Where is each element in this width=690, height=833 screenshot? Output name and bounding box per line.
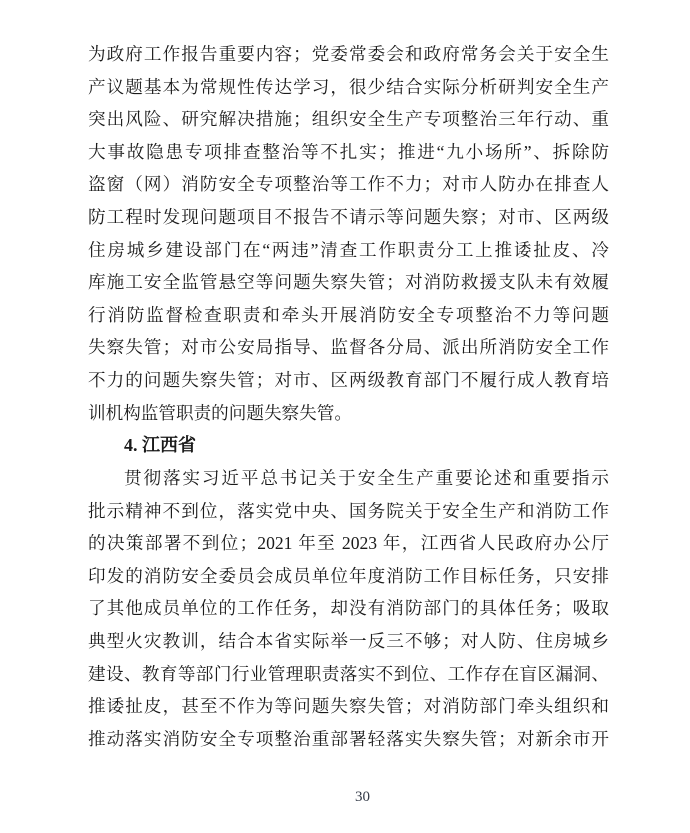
text-line: 批示精神不到位，落实党中央、国务院关于安全生产和消防工作	[88, 500, 609, 521]
text-line: 推动落实消防安全专项整治重部署轻落实失察失管；对新余市开	[88, 728, 609, 749]
text-line: 盗窗（网）消防安全专项整治等工作不力；对市人防办在排查人	[88, 174, 609, 195]
text-line: 的决策部署不到位；2021 年至 2023 年，江西省人民政府办公厅	[88, 533, 609, 554]
text-line: 建设、教育等部门行业管理职责落实不到位、工作存在盲区漏洞、	[88, 663, 609, 684]
text-line: 库施工安全监管悬空等问题失察失管；对消防救援支队未有效履	[88, 272, 609, 293]
text-line: 住房城乡建设部门在“两违”清查工作职责分工上推诿扯皮、冷	[88, 239, 609, 260]
text-line: 为政府工作报告重要内容；党委常委会和政府常务会关于安全生	[88, 44, 609, 64]
text-line: 行消防监督检查职责和牵头开展消防安全专项整治不力等问题	[88, 304, 609, 325]
text-line: 了其他成员单位的工作任务，却没有消防部门的具体任务；吸取	[88, 598, 609, 619]
document-body	[88, 38, 609, 755]
page-number: 30	[355, 789, 370, 805]
text-line: 训机构监管职责的问题失察失管。	[88, 402, 352, 423]
text-line: 贯彻落实习近平总书记关于安全生产重要论述和重要指示	[124, 467, 609, 488]
text-line: 产议题基本为常规性传达学习，很少结合实际分析研判安全生产	[88, 76, 609, 97]
text-line: 印发的消防安全委员会成员单位年度消防工作目标任务，只安排	[88, 565, 609, 586]
text-line: 典型火灾教训，结合本省实际举一反三不够；对人防、住房城乡	[88, 630, 609, 651]
text-line: 突出风险、研究解决措施；组织安全生产专项整治三年行动、重	[88, 109, 609, 130]
text-line: 防工程时发现问题项目不报告不请示等问题失察；对市、区两级	[88, 207, 609, 228]
text-line: 4. 江西省	[124, 435, 196, 456]
text-line: 推诿扯皮，甚至不作为等问题失察失管；对消防部门牵头组织和	[88, 696, 609, 717]
text-line: 失察失管；对市公安局指导、监督各分局、派出所消防安全工作	[88, 337, 609, 358]
text-line: 大事故隐患专项排查整治等不扎实；推进“九小场所”、拆除防	[88, 141, 609, 162]
text-line: 不力的问题失察失管；对市、区两级教育部门不履行成人教育培	[88, 370, 609, 391]
